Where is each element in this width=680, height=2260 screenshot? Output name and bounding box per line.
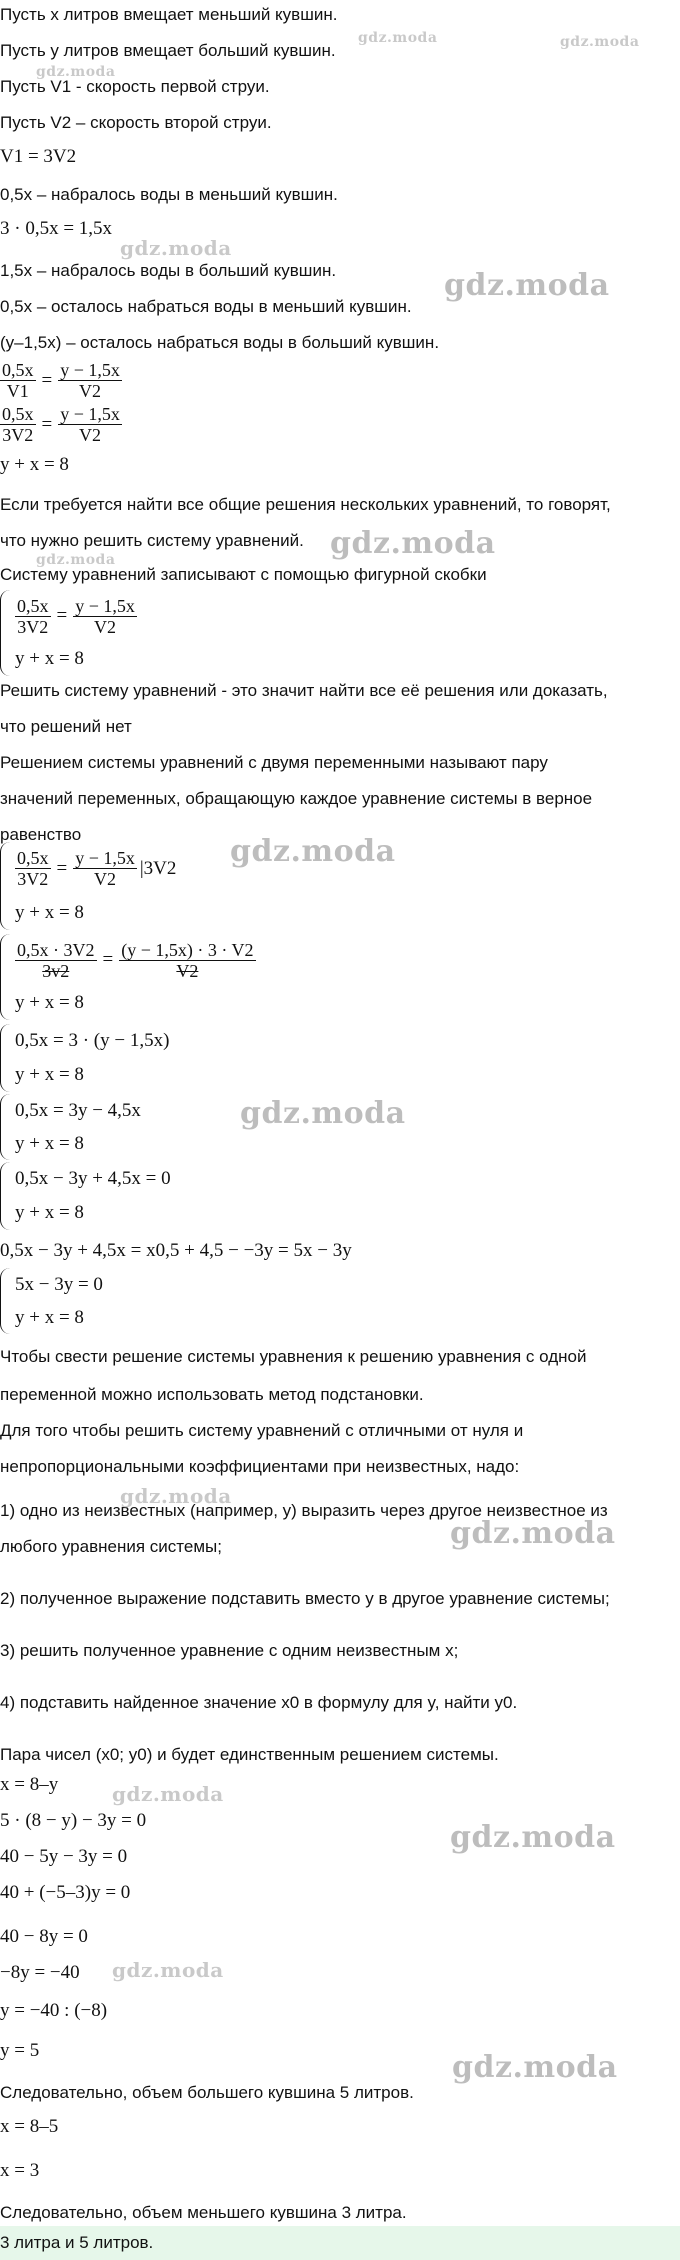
- text-line: Следовательно, объем меньшего кувшина 3 литра.: [0, 2203, 407, 2222]
- watermark: gdz.moda: [358, 30, 438, 46]
- formula-line: 40 + (−5–3)y = 0: [0, 1882, 131, 1903]
- watermark: gdz.moda: [112, 1782, 224, 1806]
- text-line: Решить систему уравнений - это значит найти все её решения или доказать,: [0, 681, 608, 700]
- text-line: 0,5x – осталось набраться воды в меньший кувшин.: [0, 297, 412, 316]
- equation-system-2: $\frac{0,5x}{3V2}$ = $\frac{y - 1,5x}{V2}$ |3V2 y + x = 8: [0, 842, 176, 930]
- text-line: Если требуется найти все общие решения нескольких уравнений, то говорят,: [0, 495, 611, 514]
- formula-line: 0,5x − 3y + 4,5x = x0,5 + 4,5 − −3y = 5x − 3y: [0, 1240, 352, 1261]
- text-line: что нужно решить систему уравнений.: [0, 531, 304, 550]
- watermark: gdz.moda: [36, 64, 116, 80]
- watermark: gdz.moda: [112, 1958, 224, 1982]
- watermark: gdz.moda: [330, 526, 496, 561]
- text-line: непропорциональными коэффициентами при неизвестных, надо:: [0, 1457, 520, 1476]
- watermark: gdz.moda: [120, 1484, 232, 1508]
- text-line: Чтобы свести решение системы уравнения к решению уравнения с одной: [0, 1347, 587, 1366]
- watermark: gdz.moda: [230, 834, 396, 869]
- text-line: переменной можно использовать метод подстановки.: [0, 1385, 424, 1404]
- formula-line: −8y = −40: [0, 1962, 80, 1983]
- equation-system-5: 0,5x = 3y − 4,5x y + x = 8: [0, 1094, 141, 1160]
- equation-v1: $\frac{0,5x}{V1}$ = $\frac{y - 1,5x}{V2}$: [2, 360, 120, 401]
- watermark: gdz.moda: [560, 34, 640, 50]
- formula-line: y = −40 : (−8): [0, 2000, 108, 2021]
- text-line: Решением системы уравнений с двумя переменными называют пару: [0, 753, 548, 772]
- text-line: 4) подставить найденное значение x0 в формулу для y, найти y0.: [0, 1693, 518, 1712]
- text-line: Пусть y литров вмещает больший кувшин.: [0, 41, 336, 60]
- formula-line: 40 − 5y − 3y = 0: [0, 1846, 128, 1867]
- text-line: 3) решить полученное уравнение с одним неизвестным x;: [0, 1641, 459, 1660]
- text-line: 2) полученное выражение подставить вместо y в другое уравнение системы;: [0, 1589, 610, 1608]
- formula-line: 5 · (8 − y) − 3y = 0: [0, 1810, 147, 1831]
- text-line: 1,5x – набралось воды в больший кувшин.: [0, 261, 337, 280]
- text-line: значений переменных, обращающую каждое уравнение системы в верное: [0, 789, 593, 808]
- equation-system-6: 0,5x − 3y + 4,5x = 0 y + x = 8: [0, 1162, 171, 1230]
- watermark: gdz.moda: [450, 1516, 616, 1551]
- equation-system-4: 0,5x = 3 · (y − 1,5x) y + x = 8: [0, 1024, 169, 1092]
- formula-line: y + x = 8: [0, 454, 69, 475]
- text-line: что решений нет: [0, 717, 132, 736]
- formula-line: V1 = 3V2: [0, 146, 77, 167]
- formula-line: y = 5: [0, 2040, 40, 2061]
- formula-line: x = 8–y: [0, 1774, 59, 1795]
- text-line: равенство: [0, 825, 82, 844]
- text-line: Для того чтобы решить систему уравнений с отличными от нуля и: [0, 1421, 524, 1440]
- text-line: Пусть V2 – скорость второй струи.: [0, 113, 272, 132]
- equation-system-3: $\frac{0,5x \cdot 3V2}{3v2}$ = $\frac{(y - 1,5x) \cdot 3 \cdot V2}{V2}$ y + x = 8: [0, 934, 256, 1020]
- watermark: gdz.moda: [240, 1096, 406, 1131]
- text-line: Систему уравнений записывают с помощью фигурной скобки: [0, 565, 487, 584]
- text-line: (y–1,5x) – осталось набраться воды в больший кувшин.: [0, 333, 440, 352]
- formula-line: 3 · 0,5x = 1,5x: [0, 218, 113, 239]
- watermark: gdz.moda: [450, 1820, 616, 1855]
- watermark: gdz.moda: [452, 2050, 618, 2085]
- equation-v2: $\frac{0,5x}{3V2}$ = $\frac{y - 1,5x}{V2}$: [2, 404, 120, 445]
- text-line: Пара чисел (x0; y0) и будет единственным решением системы.: [0, 1745, 499, 1764]
- equation-system-1: $\frac{0,5x}{3V2}$ = $\frac{y - 1,5x}{V2}$ y + x = 8: [0, 590, 137, 676]
- equation-system-7: 5x − 3y = 0 y + x = 8: [0, 1268, 103, 1334]
- formula-line: 40 − 8y = 0: [0, 1926, 88, 1947]
- watermark: gdz.moda: [36, 552, 116, 568]
- formula-line: x = 3: [0, 2160, 40, 2181]
- text-line: 0,5x – набралось воды в меньший кувшин.: [0, 185, 338, 204]
- watermark: gdz.moda: [444, 268, 610, 303]
- answer-box: [0, 2226, 680, 2260]
- watermark: gdz.moda: [120, 236, 232, 260]
- formula-line: x = 8–5: [0, 2116, 59, 2137]
- text-line: Пусть x литров вмещает меньший кувшин.: [0, 5, 338, 24]
- answer-text: 3 литра и 5 литров.: [0, 2233, 154, 2252]
- text-line: любого уравнения системы;: [0, 1537, 222, 1556]
- text-line: Следовательно, объем большего кувшина 5 литров.: [0, 2083, 414, 2102]
- text-line: 1) одно из неизвестных (например, y) выразить через другое неизвестное из: [0, 1501, 608, 1520]
- text-line: Пусть V1 - скорость первой струи.: [0, 77, 270, 96]
